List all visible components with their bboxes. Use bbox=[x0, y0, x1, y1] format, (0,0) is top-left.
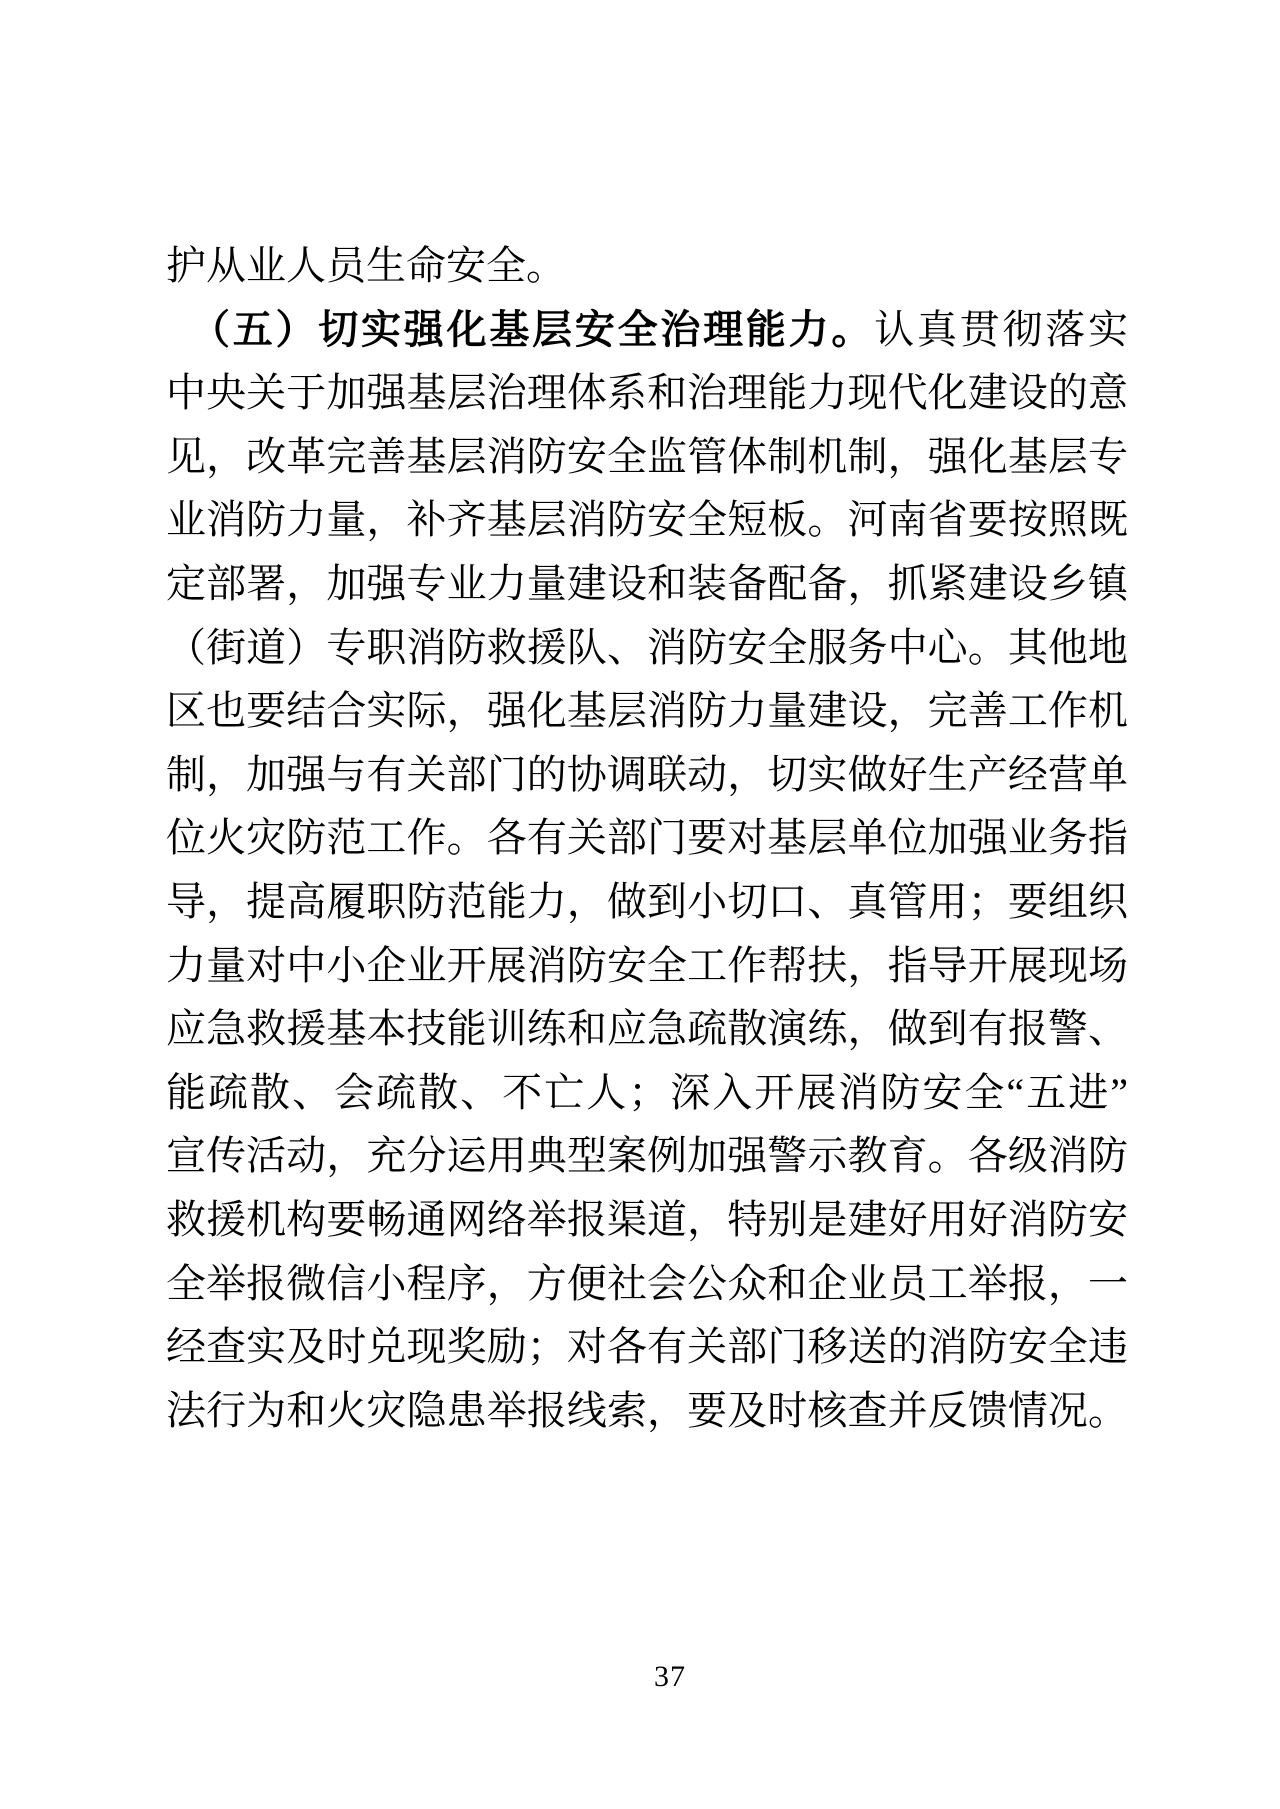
body-text bbox=[166, 234, 1128, 1442]
text-line bbox=[166, 1252, 1128, 1316]
body-segment: 宣传活动，充分运用典型案例加强警示教育。各级消防 bbox=[166, 1133, 1128, 1179]
text-line bbox=[166, 1061, 1128, 1125]
text-line bbox=[166, 616, 1128, 680]
text-line bbox=[166, 1124, 1128, 1188]
body-segment: 业消防力量，补齐基层消防安全短板。河南省要按照既 bbox=[166, 497, 1128, 543]
text-line bbox=[166, 552, 1128, 616]
section-heading-text: （五）切实强化基层安全治理能力。 bbox=[190, 306, 875, 352]
body-segment: 应急救援基本技能训练和应急疏散演练，做到有报警、 bbox=[166, 1006, 1128, 1052]
body-segment: 认真贯彻落实 bbox=[874, 306, 1129, 352]
text-line bbox=[166, 488, 1128, 552]
body-segment: 位火灾防范工作。各有关部门要对基层单位加强业务指 bbox=[166, 815, 1128, 861]
text-line bbox=[166, 743, 1128, 807]
body-segment: 救援机构要畅通网络举报渠道，特别是建好用好消防安 bbox=[166, 1196, 1128, 1242]
text-line bbox=[166, 298, 1128, 362]
body-segment: 中央关于加强基层治理体系和治理能力现代化建设的意 bbox=[166, 370, 1128, 416]
text-line bbox=[166, 997, 1128, 1061]
text-line bbox=[166, 425, 1128, 489]
page-number: 37 bbox=[654, 1660, 686, 1693]
body-segment: 护从业人员生命安全。 bbox=[166, 243, 566, 288]
body-segment: 导，提高履职防范能力，做到小切口、真管用；要组织 bbox=[166, 878, 1128, 924]
body-segment: 法行为和火灾隐患举报线索，要及时核查并反馈情况。 bbox=[166, 1387, 1128, 1433]
body-segment: 全举报微信小程序，方便社会公众和企业员工举报，一 bbox=[166, 1260, 1128, 1306]
text-line bbox=[166, 806, 1128, 870]
text-line bbox=[166, 934, 1128, 998]
text-line bbox=[166, 1379, 1128, 1443]
body-segment: 定部署，加强专业力量建设和装备配备，抓紧建设乡镇 bbox=[166, 560, 1128, 606]
body-segment: 区也要结合实际，强化基层消防力量建设，完善工作机 bbox=[166, 688, 1128, 734]
body-segment: 力量对中小企业开展消防安全工作帮扶，指导开展现场 bbox=[166, 942, 1128, 988]
text-line bbox=[166, 679, 1128, 743]
body-segment: 经查实及时兑现奖励；对各有关部门移送的消防安全违 bbox=[166, 1324, 1128, 1370]
body-segment: 能疏散、会疏散、不亡人；深入开展消防安全“五进” bbox=[166, 1069, 1128, 1115]
text-line bbox=[166, 234, 1128, 298]
text-line bbox=[166, 1188, 1128, 1252]
text-line bbox=[166, 870, 1128, 934]
body-segment: 见，改革完善基层消防安全监管体制机制，强化基层专 bbox=[166, 433, 1128, 479]
text-line bbox=[166, 361, 1128, 425]
text-line bbox=[166, 1315, 1128, 1379]
body-segment: 制，加强与有关部门的协调联动，切实做好生产经营单 bbox=[166, 751, 1128, 797]
body-segment: （街道）专职消防救援队、消防安全服务中心。其他地 bbox=[166, 624, 1128, 670]
